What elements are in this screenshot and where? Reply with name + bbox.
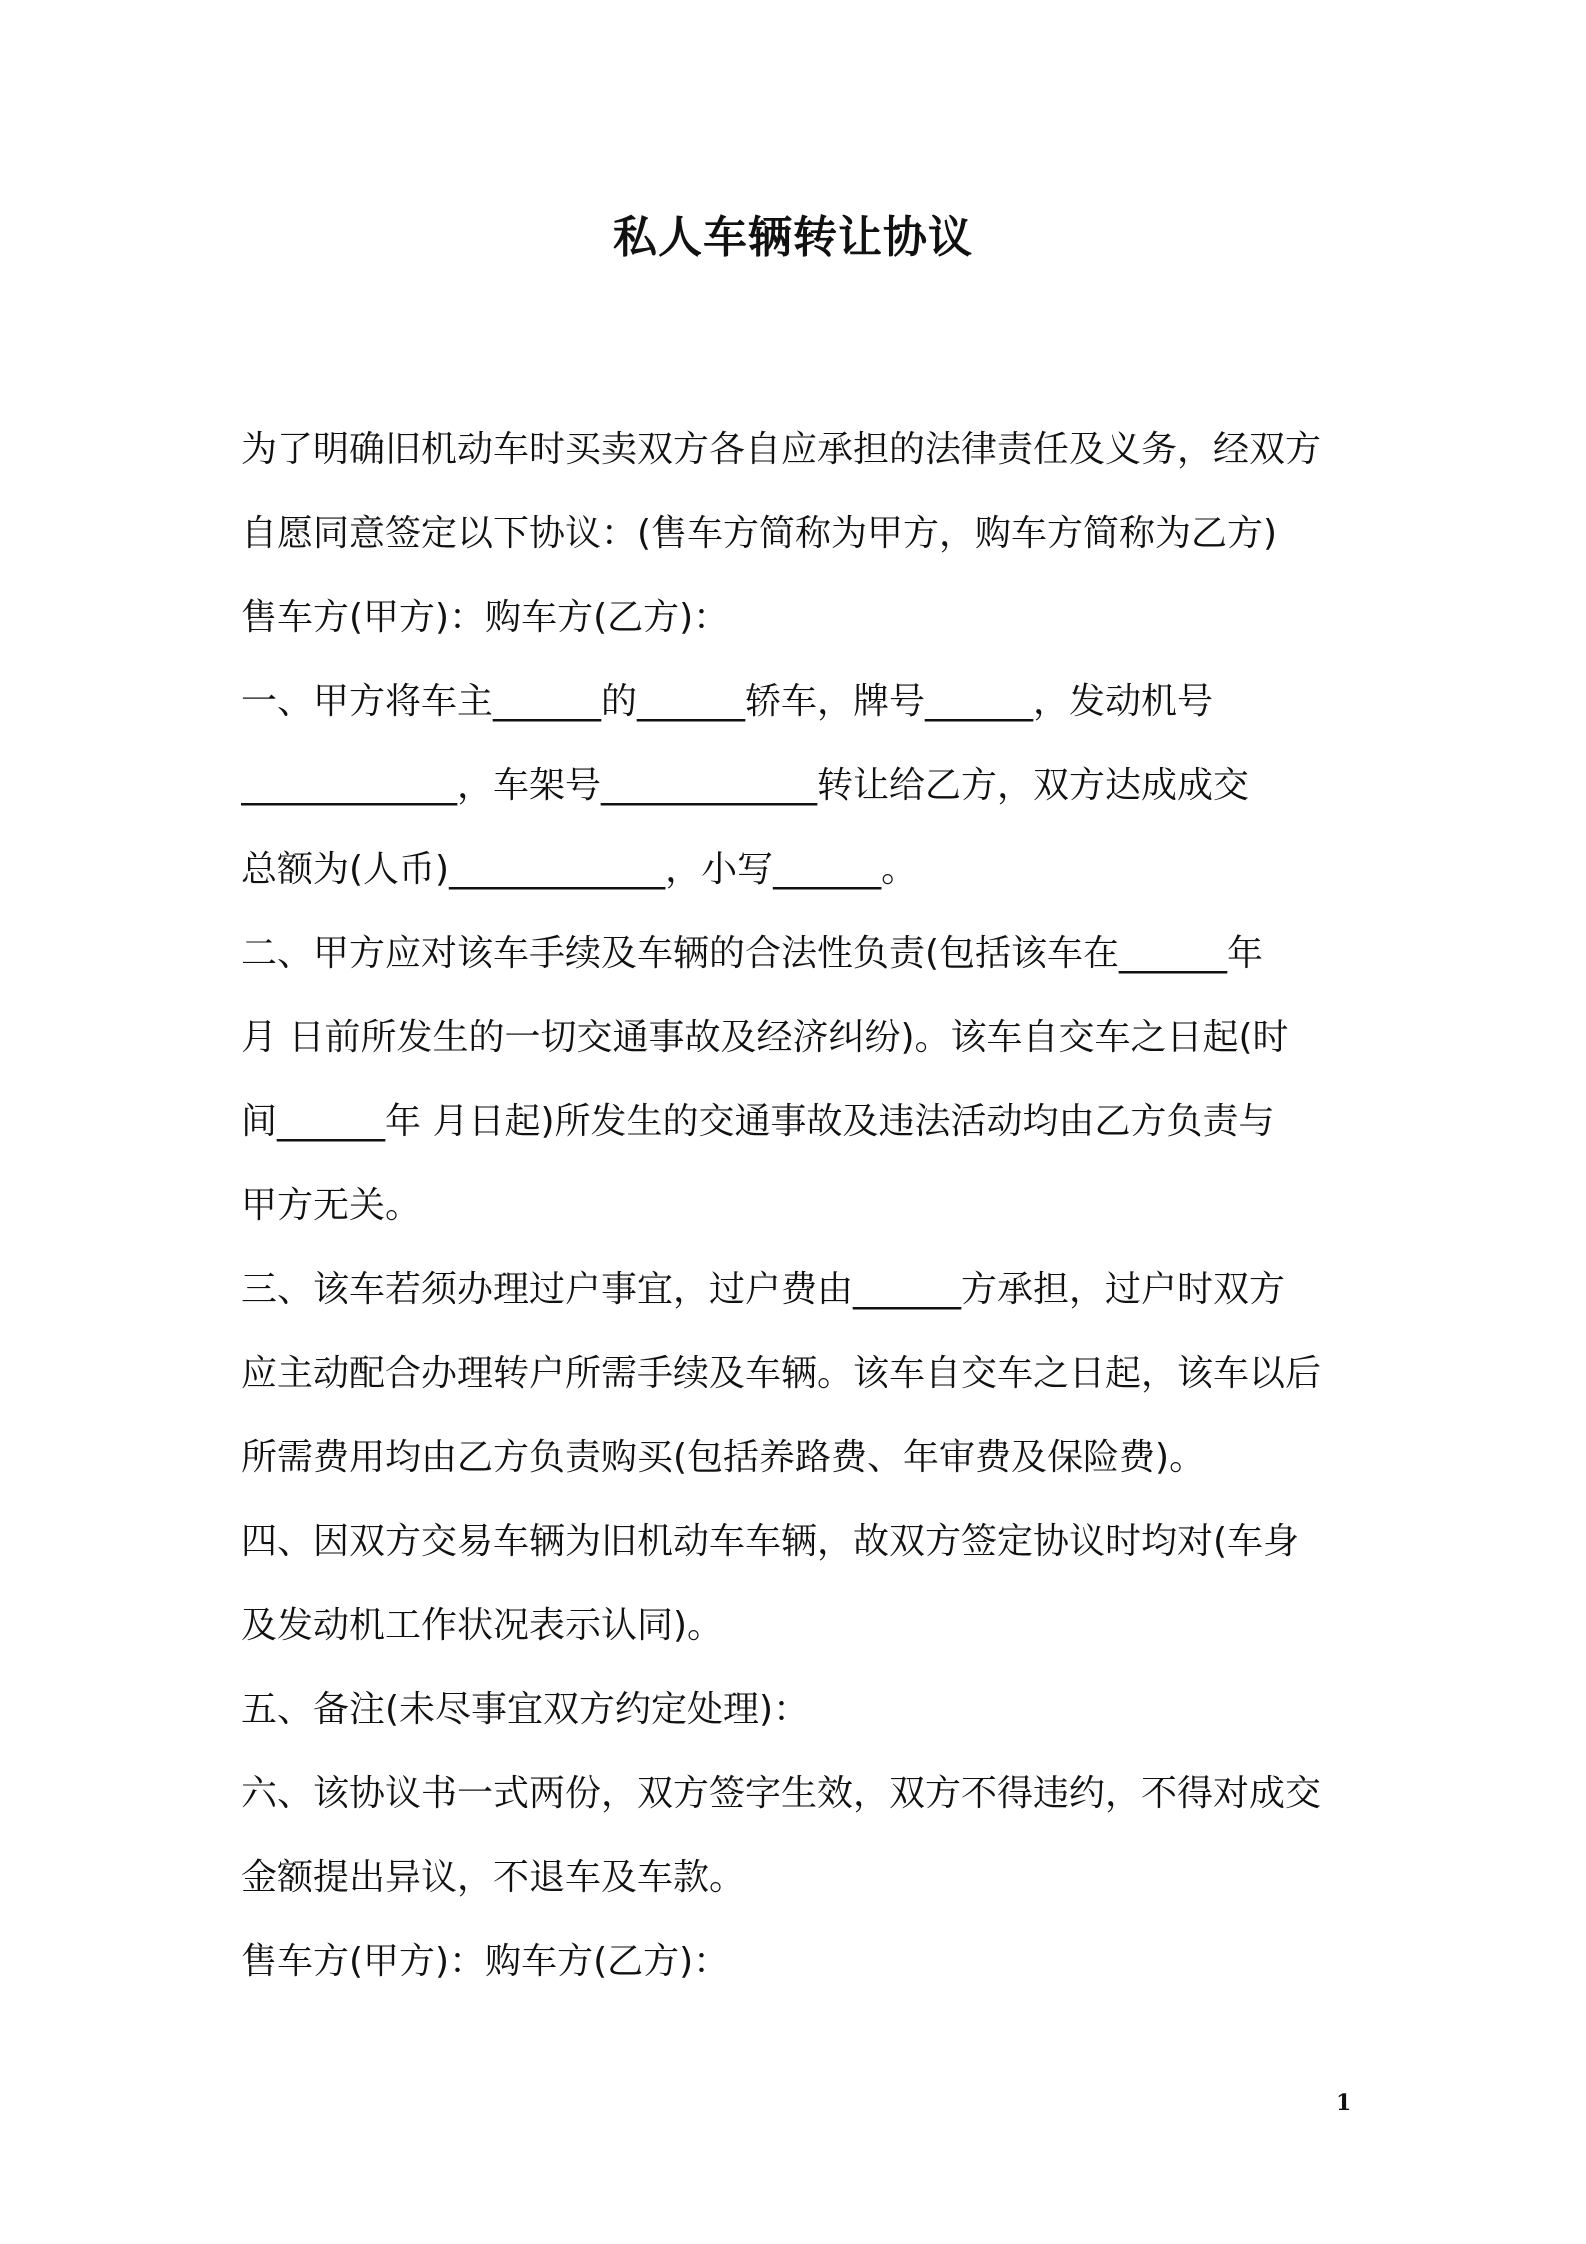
clause-2-line: 甲方无关。 <box>241 1185 422 1226</box>
agreement-body <box>241 408 1349 2004</box>
clause-2-line: 间______年 月日起)所发生的交通事故及违法活动均由乙方负责与 <box>241 1101 1275 1142</box>
clause-1-line: ____________，车架号____________转让给乙方，双方达成成交 <box>241 765 1250 806</box>
clause-6-line: 金额提出异议，不退车及车款。 <box>241 1857 746 1898</box>
clause-6-line: 六、该协议书一式两份，双方签字生效，双方不得违约，不得对成交 <box>241 1773 1322 1814</box>
clause-4-line: 四、因双方交易车辆为旧机动车车辆，故双方签定协议时均对(车身 <box>241 1521 1300 1562</box>
clause-2-line: 二、甲方应对该车手续及车辆的合法性负责(包括该车在______年 <box>241 933 1264 974</box>
clause-2-line: 月 日前所发生的一切交通事故及经济纠纷)。该车自交车之日起(时 <box>241 1017 1289 1058</box>
parties-line: 售车方(甲方)：购车方(乙方)： <box>241 597 730 638</box>
signature-parties-line: 售车方(甲方)：购车方(乙方)： <box>241 1941 730 1982</box>
clause-3-line: 三、该车若须办理过户事宜，过户费由______方承担，过户时双方 <box>241 1269 1286 1310</box>
clause-3-line: 应主动配合办理转户所需手续及车辆。该车自交车之日起，该车以后 <box>241 1353 1322 1394</box>
clause-1-line: 总额为(人币)____________，小写______。 <box>241 849 918 890</box>
clause-3-line: 所需费用均由乙方负责购买(包括养路费、年审费及保险费)。 <box>241 1437 1206 1478</box>
body-line: 为了明确旧机动车时买卖双方各自应承担的法律责任及义务，经双方 <box>241 429 1322 470</box>
document-title: 私人车辆转让协议 <box>613 212 973 263</box>
clause-5-line: 五、备注(未尽事宜双方约定处理)： <box>241 1689 810 1730</box>
clause-4-line: 及发动机工作状况表示认同)。 <box>241 1605 724 1646</box>
body-line: 自愿同意签定以下协议：(售车方简称为甲方，购车方简称为乙方) <box>241 513 1278 554</box>
page-number: 1 <box>1336 2090 1352 2116</box>
clause-1-line: 一、甲方将车主______的______轿车，牌号______，发动机号 <box>241 681 1214 722</box>
